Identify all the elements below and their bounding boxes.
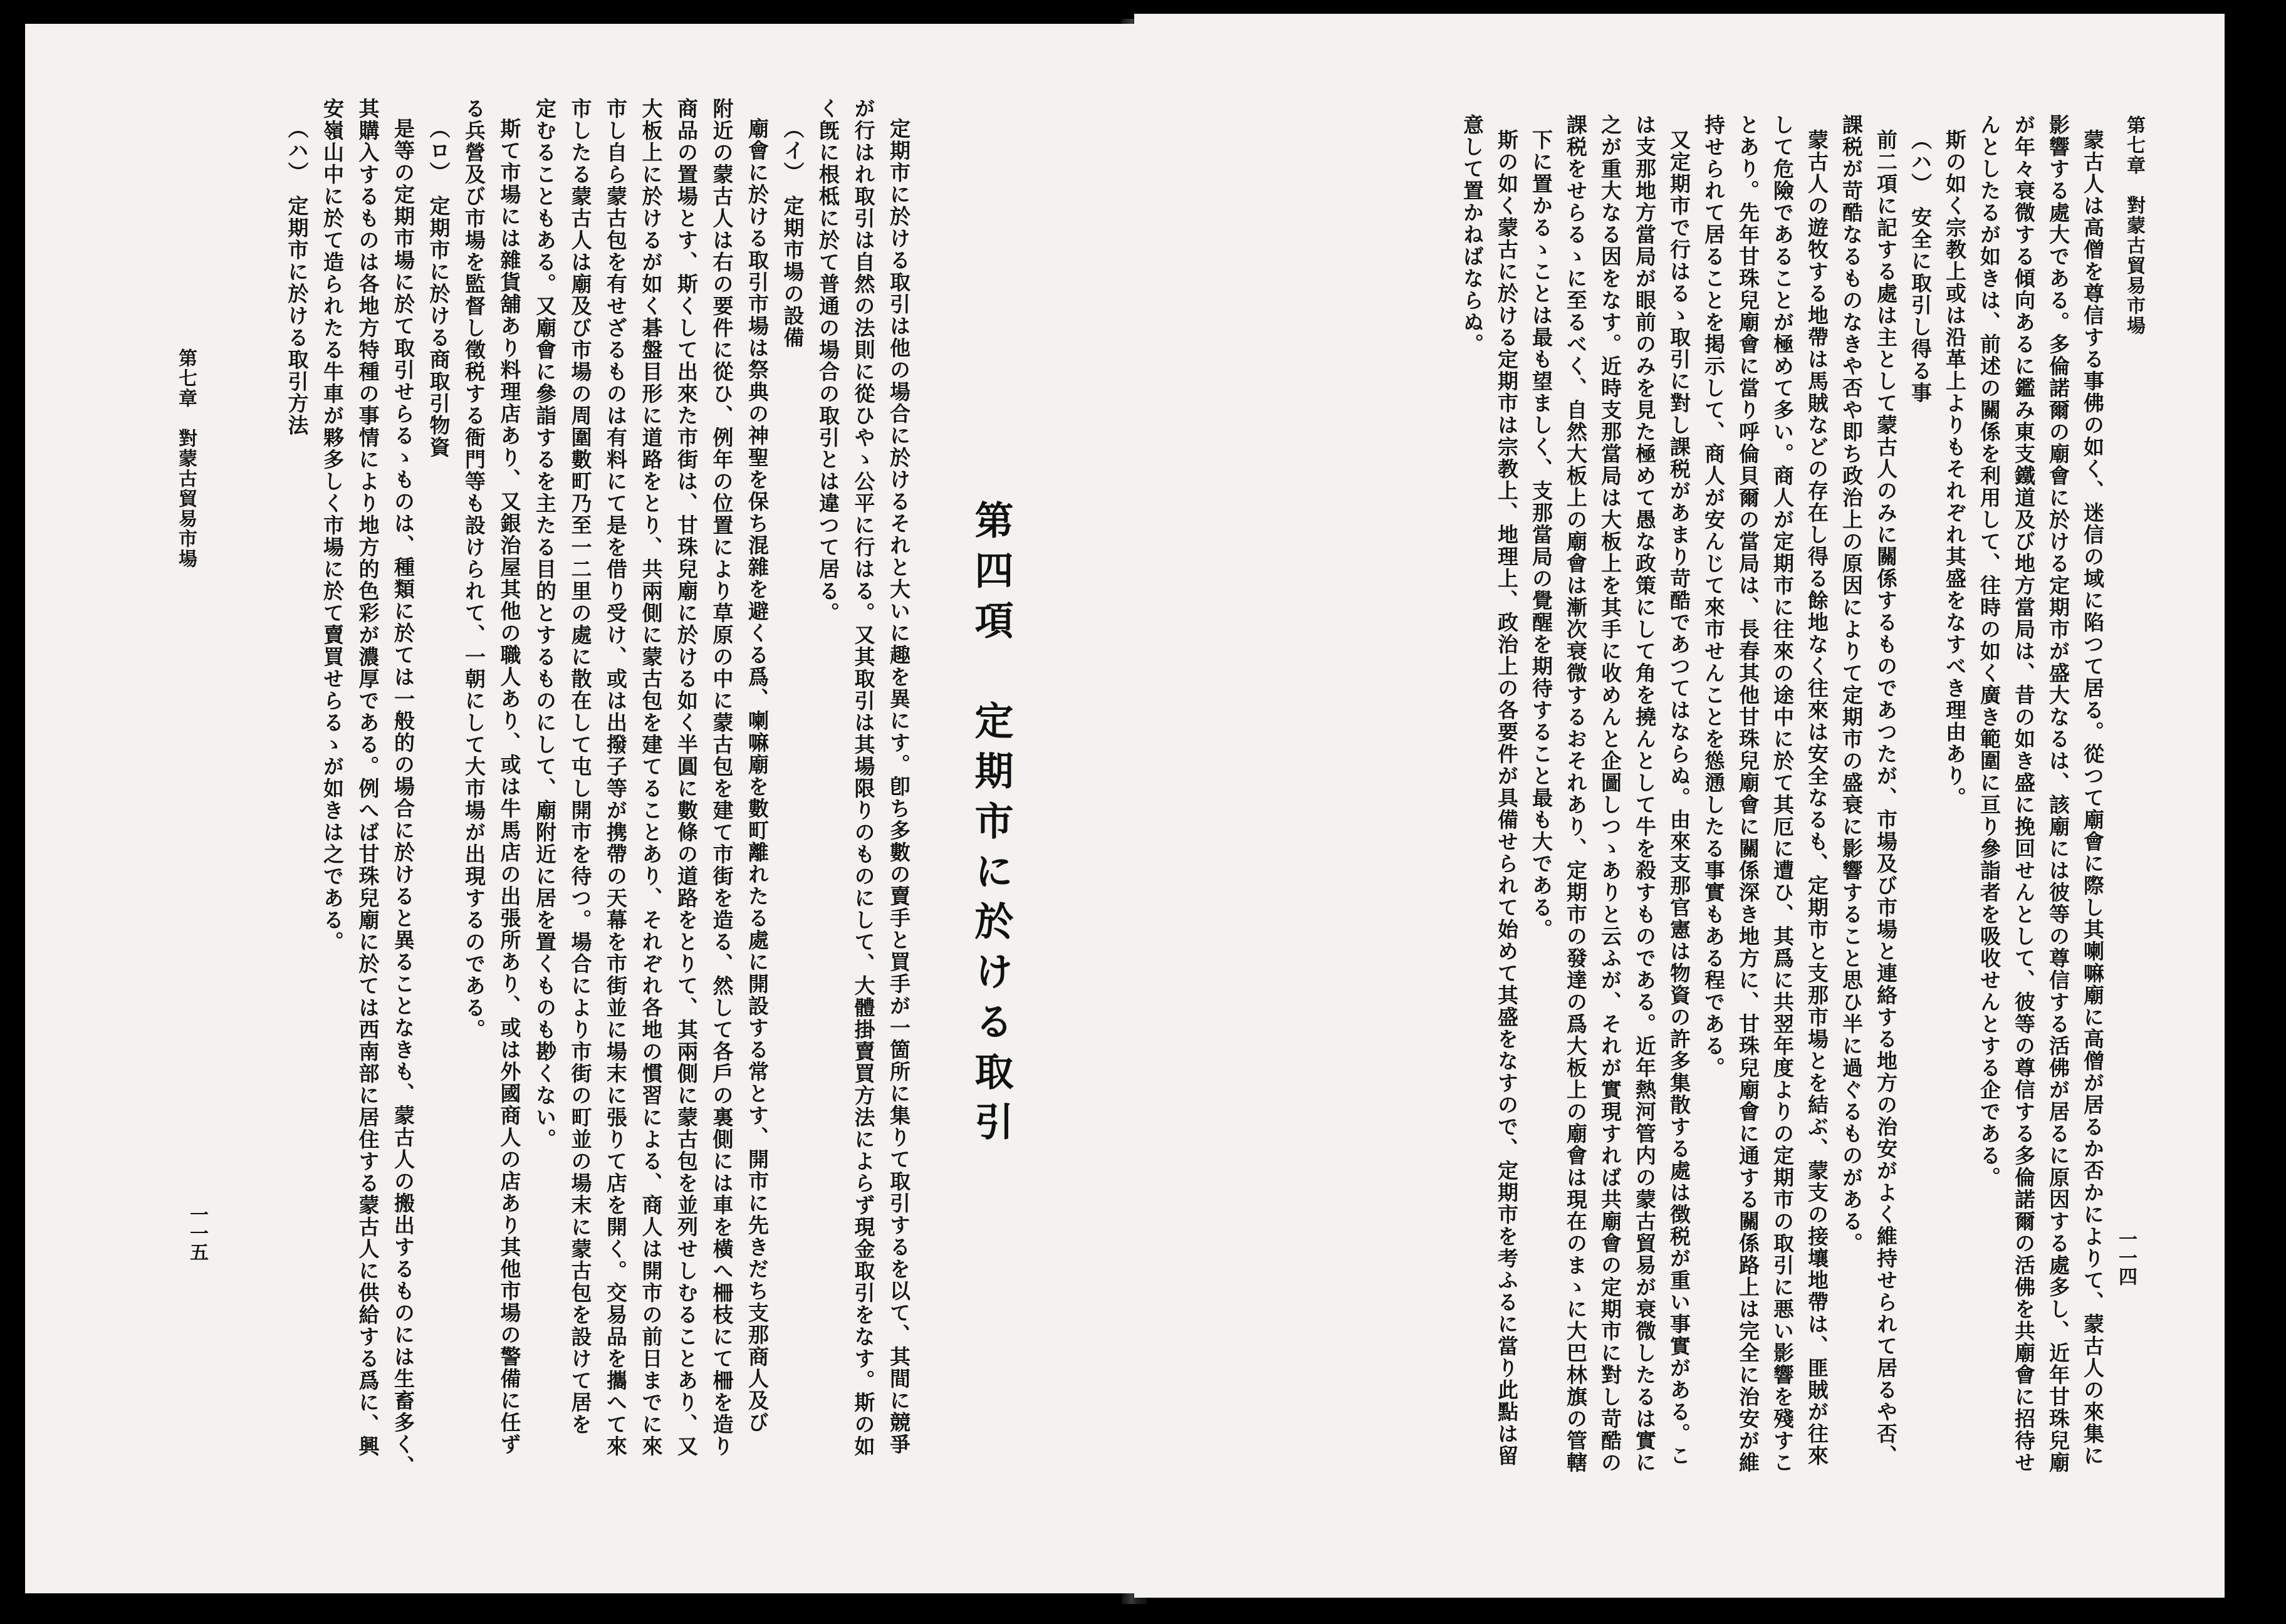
right_page-column: 前二項に記する處は主として蒙古人のみに關係するものであつたが、市場及び市場と連絡する地方の治安がよく維持せられて居るや否、 — [1874, 129, 1898, 1467]
right_page-column: 課税が苛酷なるものなきや否や即ち政治上の原因によりて定期市の盛衰に影響すること思ひ半に過ぐるものがある。 — [1839, 114, 1864, 1254]
right_page-column: 下に置かるゝことは最も望ましく、支那當局の覺醒を期待すること最も大である。 — [1529, 129, 1553, 940]
left_page-column: 大板上に於けるが如く碁盤目形に道路をとり、共兩側に蒙古包を建てることあり、それぞれ各地の慣習による、商人は開市の前日までに來 — [639, 98, 664, 1457]
left_page-column: （ロ） 定期市に於ける商取引物資 — [426, 118, 451, 459]
right-header: 第七章 對蒙古貿易市場 — [2123, 115, 2145, 336]
left_page-column: 市したる蒙古人は廟及び市場の周圍數町乃至一二里の處に散在して屯し開市を待つ。場合により市街の町並の場末に蒙古包を設けて居を — [568, 98, 593, 1435]
right_page-column: 又定期市で行はるゝ取引に對し課税があまり苛酷であつてはならぬ。由來支那官憲は物資の許多集散する處は徴税が重い事實がある。こ — [1667, 129, 1691, 1467]
left_page-column: が行はれ取引は自然の法則に從ひやゝ公平に行はる。又其取引は其場限りのものにして、大體掛賣買方法によらず現金取引をなす。斯の如 — [851, 98, 876, 1457]
right_page-column: 課税をせらるゝに至るべく、自然大板上の廟會は漸次衰微するおそれあり、定期市の發達の爲大板上の廟會は現在のまゝに大巴林旗の管轄 — [1563, 114, 1588, 1474]
left_page-column: （ハ） 定期市に於ける取引方法 — [284, 118, 310, 437]
right_page-column: 斯の如く蒙古に於ける定期市は宗教上、地理上、政治上の各要件が具備せられて始めて其盛をなすので、定期市を考ふるに當り此點は留 — [1495, 129, 1519, 1467]
right_page-column: とあり。先年甘珠兒廟會に當り呼倫貝爾の當局は、長春其他甘珠兒廟會に關係深き地方に、甘珠兒廟會に通する關係路上は完全に治安が維 — [1736, 114, 1760, 1474]
right_page-column: 蒙古人は高僧を尊信する事佛の如く、迷信の域に陷つて居る。從つて廟會に際し其喇嘛廟に高僧が居るか否かによりて、蒙古人の來集に — [2080, 129, 2105, 1467]
right_page-column: んとしたるが如きは、前述の關係を利用して、往時の如く廣き範圍に亘り參詣者を吸收せんとする企である。 — [1977, 114, 2002, 1189]
left_page-column: く旣に根柢に於て普通の場合の取引とは違つて居る。 — [816, 98, 840, 624]
right_page-column: 蒙古人の遊牧する地帶は馬賊などの存在し得る餘地なく往來は安全なるも、定期市と支那市場とを結ぶ、蒙支の接壤地帶は、匪賊が往來 — [1805, 129, 1829, 1467]
right_page-column: 意して置かねばならぬ。 — [1460, 114, 1485, 355]
left_page-column: 安嶺山中に於て造られたる牛車が夥多しく市場に於て賣買せらるゝが如きは之である。 — [320, 98, 345, 953]
right_page-column: 斯の如く宗教上或は沿革上よりもそれぞれ其盛をなすべき理由あり。 — [1943, 129, 1967, 809]
right_page-column: 影響する處大である。多倫諾爾の廟會に於ける定期市が盛大なるは、該廟には彼等の尊信する活佛が居るに原因する處多し、近年甘珠兒廟 — [2046, 114, 2070, 1474]
left_page-column: 定むることもある。又廟會に參詣するを主たる目的とするものにして、廟附近に居を置くものも尠くない。 — [533, 98, 557, 1150]
left_page-column: 其購入するものは各地方特種の事情により地方的色彩が濃厚である。例へば甘珠兒廟に於ては西南部に居住する蒙古人に供給する爲に、興 — [355, 98, 380, 1457]
left_page-column: 是等の定期市場に於て取引せらるゝものは、種類に於ては一般的の場合に於けると異ることなきも、蒙古人の搬出するものには生畜多く、 — [391, 118, 415, 1477]
left_page-column: る兵營及び市場を監督し徵税する衙門等も設けられて、一朝にして大市場が出現するのである。 — [462, 98, 486, 1041]
section-heading: 第四項 定期市に於ける取引 — [968, 500, 1014, 1152]
left-footer-header: 第七章 對蒙古貿易市場 — [175, 348, 197, 569]
right-page-number: 一一四 — [2115, 1229, 2137, 1286]
left_page-column: 定期市に於ける取引は他の場合に於けるそれと大いに趣を異にす。卽ち多數の賣手と買手が一箇所に集りて取引するを以て、其間に競爭 — [887, 118, 911, 1455]
left_page-column: 商品の置場とす、斯くして出來た市街は、甘珠兒廟に於ける如く半圓に數條の道路をとりて、其兩側に蒙古包を並列せしむることあり、又 — [674, 98, 699, 1457]
left_page-column: 斯て市場には雜貨舖あり料理店あり、又銀治屋其他の職人あり、或は牛馬店の出張所あり、或は外國商人の店あり其他市場の警備に任ず — [497, 118, 522, 1455]
left_page-column: （イ） 定期市場の設備 — [780, 118, 805, 349]
left-page-number: 一一五 — [186, 1205, 208, 1261]
right_page-column: 持せられて居ることを掲示して、商人が安んじて來市せんことを慫慂したる事實もある程である。 — [1701, 114, 1726, 1079]
right-page — [1134, 14, 2225, 1598]
left-page — [25, 24, 1137, 1593]
right_page-column: 之が重大なる因をなす。近時支那當局は大板上を其手に收めんと企圖しつゝありと云ふが、それが實現すれば共廟會の定期市に對し苛酷の — [1598, 114, 1622, 1474]
right_page-column: して危險であることが極めて多い。商人が定期市に往來の途中に於て其厄に遭ひ、其爲に共翌年度よりの定期市の取引に悪い影響を殘すこ — [1770, 114, 1795, 1474]
left_page-column: 廟會に於ける取引市場は祭典の神聖を保ち混雜を避くる爲、喇嘛廟を數町離れたる處に開設する常とす、開市に先きだち支那商人及び — [745, 118, 770, 1434]
right_page-column: （ハ） 安全に取引し得る事 — [1908, 129, 1933, 404]
left_page-column: 市し自ら蒙古包を有せざるものは有料にて是を借り受け、或は出撥子等が携帶の天幕を市街並に場末に張りて店を開く。交易品を攜へて來 — [603, 98, 628, 1457]
right_page-column: が年々衰微する傾向あるに鑑み東支鐵道及び地方當局は、昔の如き盛に挽回せんとして、彼等の尊信する多倫諾爾の活佛を共廟會に招待せ — [2012, 114, 2036, 1474]
right_page-column: は支那地方當局が眼前のみを見た極めて愚な政策にして角を撓んとして牛を殺すものである。近年熱河管内の蒙古貿易が衰微したるは實に — [1632, 114, 1657, 1474]
left_page-column: 附近の蒙古人は右の要件に從ひ、例年の位置により草原の中に蒙古包を建て市街を造る、然して各戶の裏側には車を橫へ柵枝にて柵を造り — [709, 98, 734, 1457]
